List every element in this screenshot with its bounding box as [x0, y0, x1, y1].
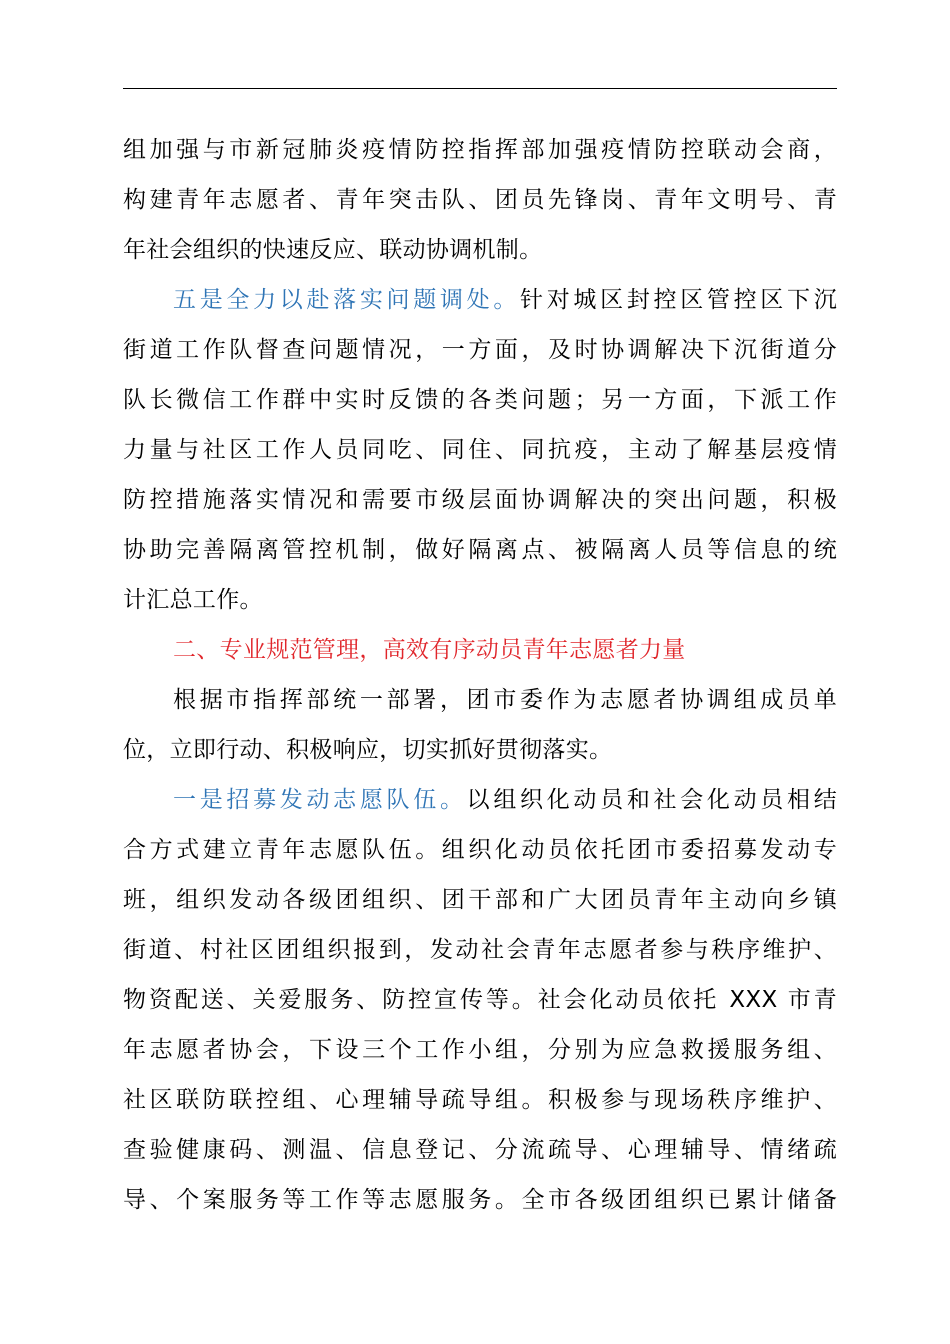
paragraph	[123, 275, 837, 625]
text-line: 导、个案服务等工作等志愿服务。全市各级团组织已累计储备	[123, 1187, 837, 1213]
text-line: 计汇总工作。	[123, 587, 263, 613]
text-line: 年志愿者协会，下设三个工作小组，分别为应急救援服务组、	[123, 1037, 837, 1063]
text-line: 查验健康码、测温、信息登记、分流疏导、心理辅导、情绪疏	[123, 1137, 837, 1163]
text-line: 组加强与市新冠肺炎疫情防控指挥部加强疫情防控联动会商，	[123, 137, 837, 163]
text-line: 力量与社区工作人员同吃、同住、同抗疫，主动了解基层疫情	[123, 437, 837, 463]
text-span: 针对城区封控区管控区下沉	[520, 287, 837, 313]
text-line: 班，组织发动各级团组织、团干部和广大团员青年主动向乡镇	[123, 887, 837, 913]
paragraph	[123, 125, 837, 275]
text-line	[123, 775, 837, 825]
paragraph	[123, 775, 837, 1225]
text-line: 街道、村社区团组织报到，发动社会青年志愿者参与秩序维护、	[123, 937, 837, 963]
text-line: 物资配送、关爱服务、防控宣传等。社会化动员依托 XXX 市青	[123, 987, 837, 1013]
text-line: 合方式建立青年志愿队伍。组织化动员依托团市委招募发动专	[123, 837, 837, 863]
text-line: 位，立即行动、积极响应，切实抓好贯彻落实。	[123, 737, 613, 763]
text-line: 协助完善隔离管控机制，做好隔离点、被隔离人员等信息的统	[123, 537, 837, 563]
lead-phrase: 一是招募发动志愿队伍。	[173, 787, 467, 813]
text-line: 年社会组织的快速反应、联动协调机制。	[123, 237, 543, 263]
text-line: 社区联防联控组、心理辅导疏导组。积极参与现场秩序维护、	[123, 1087, 837, 1113]
text-line: 根据市指挥部统一部署，团市委作为志愿者协调组成员单	[173, 687, 837, 713]
document-body	[123, 125, 837, 1225]
text-line: 街道工作队督查问题情况，一方面，及时协调解决下沉街道分	[123, 337, 837, 363]
section-heading: 二、专业规范管理，高效有序动员青年志愿者力量	[173, 637, 686, 663]
lead-phrase: 五是全力以赴落实问题调处。	[173, 287, 521, 313]
text-line: 防控措施落实情况和需要市级层面协调解决的突出问题，积极	[123, 487, 837, 513]
text-line	[123, 275, 837, 325]
paragraph	[123, 675, 837, 775]
text-span: 以组织化动员和社会化动员相结	[466, 787, 837, 813]
text-line: 构建青年志愿者、青年突击队、团员先锋岗、青年文明号、青	[123, 187, 837, 213]
header-rule	[123, 88, 837, 89]
text-line: 队长微信工作群中实时反馈的各类问题；另一方面，下派工作	[123, 387, 837, 413]
